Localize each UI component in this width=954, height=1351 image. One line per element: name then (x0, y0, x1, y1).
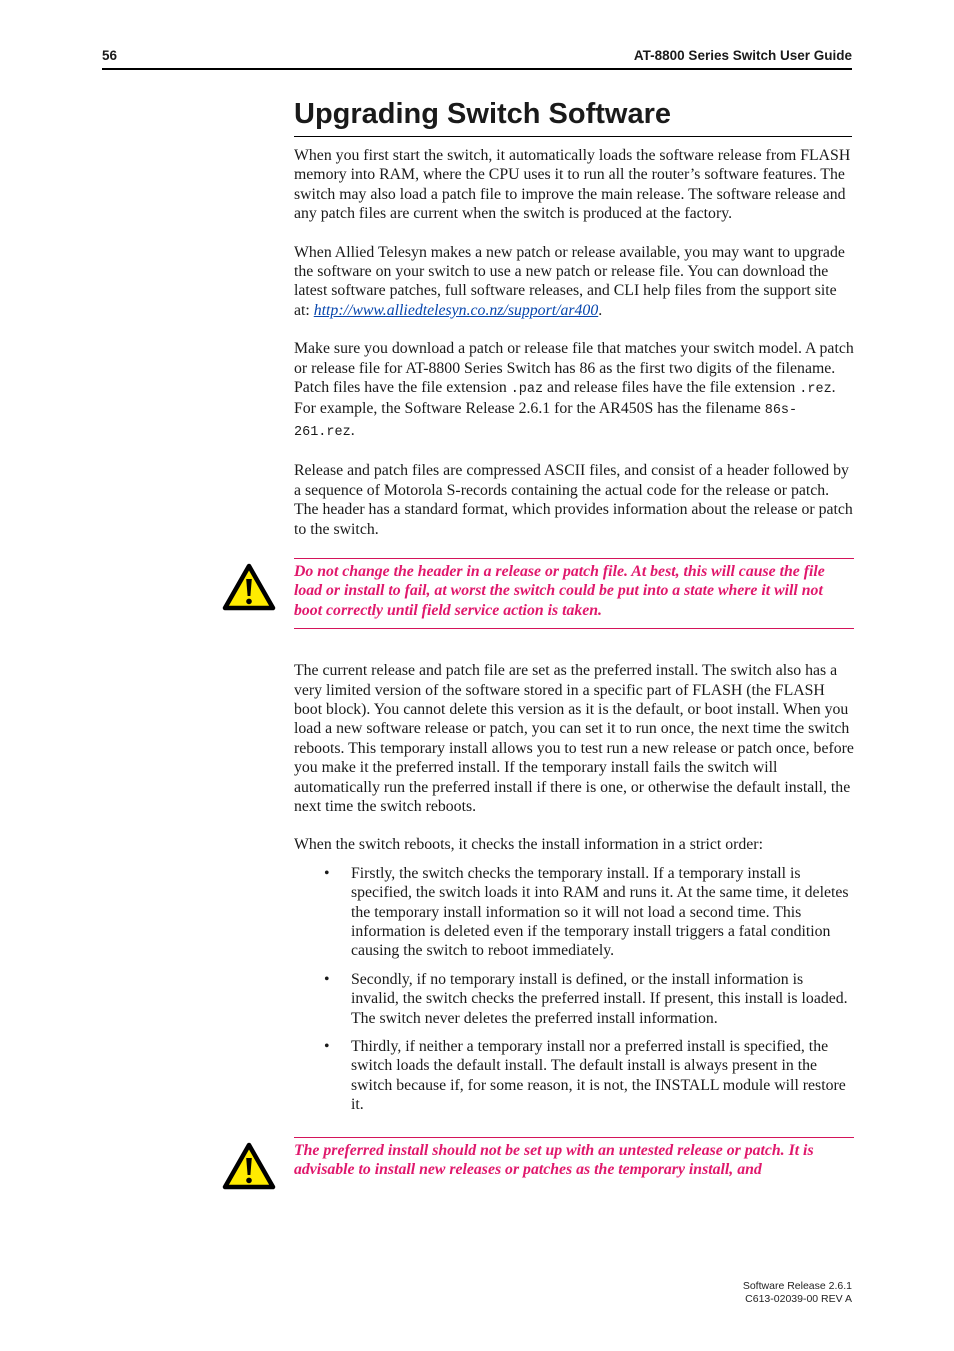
section-title: Upgrading Switch Software (294, 94, 852, 137)
caution-box-preferred (294, 1137, 854, 1188)
caution-text: The preferred install should not be set up with an untested release or patch. It is advisable to install new releases or patches as the temporary install, and (294, 1141, 814, 1179)
paz-extension: .paz (510, 382, 544, 398)
paragraph-install-types: The current release and patch file are set as the preferred install. The switch also has a very limited version of the software stored in a specific part of FLASH (the FLASH boot block). You cannot delete this version as it is the default, or boot install. When you load a new software release or patch, you can set it to run once, the next time the switch reboots. This temporary install allows you to test run a new release or patch once, before you make it the preferred install. If the temporary install fails the switch will automatically run the preferred install if there is one, or otherwise the default install, the next time the switch reboots. (294, 662, 854, 815)
example-filename: 86s-261.rez (294, 403, 798, 440)
paragraph-intro: When you first start the switch, it automatically loads the software release from FLASH memory into RAM, where the CPU uses it to run all the router’s software features. The switch may also load a patch file to improve the main release. The software release and any patch files are current when the switch is produced at the factory. (294, 147, 851, 223)
bullet-icon: • (324, 1038, 330, 1056)
rez-extension: .rez (799, 382, 832, 398)
paragraph-filenames: Make sure you download a patch or release file that matches your switch model. A patch or release file for AT-8800 Series Switch has 86 as the first two digits of the filename. Patch files have the file extension .paz and release files have the file extension .rez. For example, the Software Release 2.6.1 for the AR450S has the filename 86s-261.rez. (294, 340, 854, 440)
list-item: • Firstly, the switch checks the temporary install. If a temporary install is specified, the switch loads it into RAM and runs it. At the same time, it deletes the temporary install information so it will not load a second time. This information is deleted even if the temporary install triggers a fatal condition causing the switch to reboot immediately. (324, 864, 849, 960)
list-item: • Thirdly, if neither a temporary install nor a preferred install is specified, the switch loads the default install. The default install is always present in the switch because if, for some reason, it is not, the INSTALL module will restore it. (324, 1038, 846, 1114)
footer-release: Software Release 2.6.1 (742, 1280, 852, 1292)
guide-title: AT-8800 Series Switch User Guide (633, 48, 852, 63)
bullet-icon: • (324, 864, 330, 882)
caution-box-header (294, 558, 854, 629)
support-site-link[interactable]: http://www.alliedtelesyn.co.nz/support/ar400 (313, 301, 599, 319)
page-number: 56 (102, 48, 118, 63)
page-footer (743, 1280, 852, 1305)
list-item: • Secondly, if no temporary install is defined, or the install information is invalid, the switch checks the preferred install. If present, this install is loaded. The switch never deletes the preferred install information. (324, 970, 848, 1027)
paragraph-download: When Allied Telesyn makes a new patch or release available, you may want to upgrade the software on your switch to use a new patch or release file. You can download the latest software patches, full software releases, and CLI help files from the support site at: http://www.alliedtelesyn.co.nz/support/ar400. (294, 243, 845, 319)
bullet-icon: • (324, 970, 330, 988)
warning-triangle-icon (222, 1142, 276, 1190)
footer-doc-number: C613-02039-00 REV A (745, 1292, 852, 1305)
caution-text: Do not change the header in a release or patch file. At best, this will cause the file load or install to fail, at worst the switch could be put into a state where it will not boot correctly until field service action is taken. (294, 562, 825, 619)
main-content (294, 146, 854, 1187)
paragraph-file-format: Release and patch files are compressed ASCII files, and consist of a header followed by a sequence of Motorola S-records containing the actual code for the release or patch. The header has a standard format, which provides information about the release or patch to the switch. (294, 462, 853, 538)
warning-triangle-icon (222, 563, 276, 611)
paragraph-install-order: When the switch reboots, it checks the install information in a strict order: (294, 836, 763, 854)
install-order-list (294, 864, 854, 1115)
running-header (102, 48, 852, 70)
